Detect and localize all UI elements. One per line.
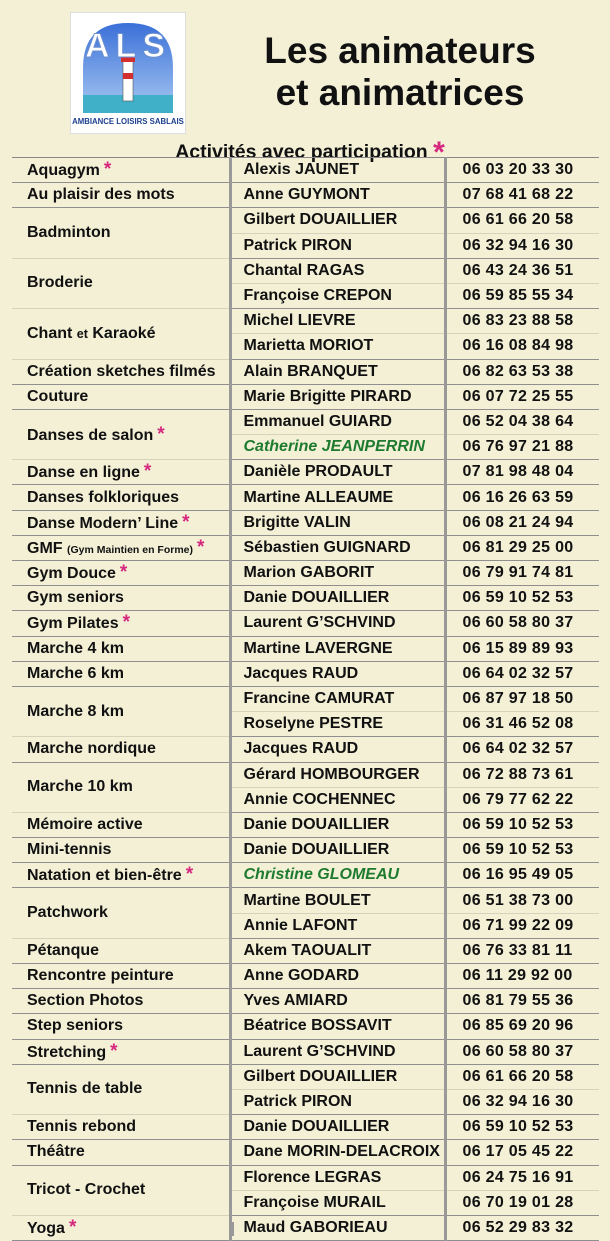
activities-table bbox=[12, 157, 599, 1241]
phone-number: 06 59 10 52 53 bbox=[445, 586, 599, 611]
phone-number: 06 59 10 52 53 bbox=[445, 838, 599, 863]
animator-name: Marie Brigitte PIRARD bbox=[230, 384, 445, 409]
table-row bbox=[12, 359, 599, 384]
table-row bbox=[12, 838, 599, 863]
table-row bbox=[12, 384, 599, 409]
table-row bbox=[12, 409, 599, 434]
animator-name: Yves AMIARD bbox=[230, 989, 445, 1014]
table-row bbox=[12, 938, 599, 963]
animator-name: Marion GABORIT bbox=[230, 561, 445, 586]
activity-label: Marche 4 km bbox=[27, 639, 124, 657]
phone-number: 06 79 91 74 81 bbox=[445, 561, 599, 586]
animator-name: Martine ALLEAUME bbox=[230, 485, 445, 510]
activity-label: Gym Douce bbox=[27, 565, 116, 583]
activity-cell bbox=[12, 460, 230, 485]
animator-name: Jacques RAUD bbox=[230, 737, 445, 762]
phone-number: 06 72 88 73 61 bbox=[445, 762, 599, 787]
page-title bbox=[220, 30, 580, 114]
phone-number: 06 71 99 22 09 bbox=[445, 913, 599, 938]
activity-label: Tennis de table bbox=[27, 1080, 143, 1098]
phone-number: 06 08 21 24 94 bbox=[445, 510, 599, 535]
phone-number: 06 16 95 49 05 bbox=[445, 863, 599, 888]
table-row bbox=[12, 535, 599, 560]
animator-name: Béatrice BOSSAVIT bbox=[230, 1014, 445, 1039]
column-divider bbox=[444, 1222, 447, 1236]
activity-label: GMF bbox=[27, 539, 63, 557]
activity-label: Rencontre peinture bbox=[27, 967, 174, 985]
animator-name: Christine GLOMEAU bbox=[230, 863, 445, 888]
phone-number: 06 70 19 01 28 bbox=[445, 1190, 599, 1215]
activity-label: Marche 8 km bbox=[27, 702, 124, 720]
activity-label-rest: Karaoké bbox=[92, 324, 156, 342]
activity-label: Tennis rebond bbox=[27, 1118, 137, 1136]
activity-label: Danse Modern’ Line bbox=[27, 514, 179, 532]
phone-number: 06 32 94 16 30 bbox=[445, 1089, 599, 1114]
activity-cell bbox=[12, 409, 230, 459]
activity-label: Pétanque bbox=[27, 941, 100, 959]
animator-name: Danie DOUAILLIER bbox=[230, 838, 445, 863]
column-divider bbox=[231, 1222, 234, 1236]
activity-label: Marche 10 km bbox=[27, 778, 133, 796]
table-row bbox=[12, 762, 599, 787]
animator-name: Martine LAVERGNE bbox=[230, 636, 445, 661]
activity-label: Gym seniors bbox=[27, 589, 124, 607]
table-row bbox=[12, 586, 599, 611]
activity-cell bbox=[12, 938, 230, 963]
animator-name: Francine CAMURAT bbox=[230, 686, 445, 711]
animator-name: Laurent G’SCHVIND bbox=[230, 611, 445, 636]
activity-cell bbox=[12, 1140, 230, 1165]
table-row bbox=[12, 1014, 599, 1039]
activity-cell bbox=[12, 1014, 230, 1039]
table-row bbox=[12, 510, 599, 535]
animator-name: Anne GUYMONT bbox=[230, 183, 445, 208]
phone-number: 06 79 77 62 22 bbox=[445, 787, 599, 812]
phone-number: 06 16 26 63 59 bbox=[445, 485, 599, 510]
table-row bbox=[12, 485, 599, 510]
table-row bbox=[12, 812, 599, 837]
asterisk-icon: * bbox=[119, 562, 128, 584]
activity-cell bbox=[12, 561, 230, 586]
activity-cell bbox=[12, 258, 230, 308]
phone-number: 06 60 58 80 37 bbox=[445, 611, 599, 636]
table-row bbox=[12, 208, 599, 233]
table-row bbox=[12, 258, 599, 283]
logo-letters: ALS bbox=[85, 27, 171, 65]
phone-number: 06 60 58 80 37 bbox=[445, 1039, 599, 1064]
animator-name: Michel LIEVRE bbox=[230, 309, 445, 334]
animator-name: Marietta MORIOT bbox=[230, 334, 445, 359]
activity-cell bbox=[12, 586, 230, 611]
activity-label: Marche nordique bbox=[27, 740, 156, 758]
activity-label: Aquagym bbox=[27, 162, 100, 180]
activity-label: Badminton bbox=[27, 224, 111, 242]
phone-number: 06 59 10 52 53 bbox=[445, 812, 599, 837]
table-row bbox=[12, 1215, 599, 1240]
asterisk-icon: * bbox=[103, 159, 112, 181]
table-row bbox=[12, 1165, 599, 1190]
activity-cell bbox=[12, 1115, 230, 1140]
activity-cell bbox=[12, 1165, 230, 1215]
table-row bbox=[12, 964, 599, 989]
phone-number: 06 52 29 83 32 bbox=[445, 1215, 599, 1240]
title-line-2: et animatrices bbox=[275, 72, 525, 113]
animator-name: Danie DOUAILLIER bbox=[230, 1115, 445, 1140]
phone-number: 06 59 85 55 34 bbox=[445, 283, 599, 308]
activity-label: Yoga bbox=[27, 1219, 65, 1237]
activity-label: Natation et bien-être bbox=[27, 867, 182, 885]
table-row bbox=[12, 863, 599, 888]
table-row bbox=[12, 611, 599, 636]
phone-number: 06 24 75 16 91 bbox=[445, 1165, 599, 1190]
animator-name: Dane MORIN-DELACROIX bbox=[230, 1140, 445, 1165]
activity-cell bbox=[12, 158, 230, 183]
animator-name: Françoise MURAIL bbox=[230, 1190, 445, 1215]
phone-number: 06 51 38 73 00 bbox=[445, 888, 599, 913]
table-row bbox=[12, 1039, 599, 1064]
activity-cell bbox=[12, 1064, 230, 1114]
activity-cell bbox=[12, 863, 230, 888]
animator-name: Catherine JEANPERRIN bbox=[230, 435, 445, 460]
table-row bbox=[12, 183, 599, 208]
activity-cell bbox=[12, 888, 230, 938]
animator-name: Chantal RAGAS bbox=[230, 258, 445, 283]
activity-cell bbox=[12, 183, 230, 208]
animator-name: Roselyne PESTRE bbox=[230, 712, 445, 737]
phone-number: 06 11 29 92 00 bbox=[445, 964, 599, 989]
phone-number: 06 64 02 32 57 bbox=[445, 661, 599, 686]
phone-number: 06 83 23 88 58 bbox=[445, 309, 599, 334]
phone-number: 06 17 05 45 22 bbox=[445, 1140, 599, 1165]
animator-name: Martine BOULET bbox=[230, 888, 445, 913]
asterisk-icon: * bbox=[122, 612, 131, 634]
activity-label: Danse en ligne bbox=[27, 464, 140, 482]
phone-number: 06 32 94 16 30 bbox=[445, 233, 599, 258]
activity-cell bbox=[12, 510, 230, 535]
asterisk-icon: * bbox=[68, 1216, 77, 1238]
asterisk-icon: * bbox=[110, 1040, 118, 1062]
phone-number: 06 59 10 52 53 bbox=[445, 1115, 599, 1140]
table-row bbox=[12, 561, 599, 586]
phone-number: 06 31 46 52 08 bbox=[445, 712, 599, 737]
asterisk-icon: * bbox=[143, 461, 152, 483]
activity-cell bbox=[12, 1215, 230, 1240]
asterisk-icon: * bbox=[185, 864, 194, 886]
activity-label: Couture bbox=[27, 387, 89, 405]
animator-name: Anne GODARD bbox=[230, 964, 445, 989]
activity-cell bbox=[12, 737, 230, 762]
asterisk-icon: * bbox=[197, 536, 205, 558]
activity-cell bbox=[12, 989, 230, 1014]
activity-label: Step seniors bbox=[27, 1017, 124, 1035]
activity-label: Mini-tennis bbox=[27, 841, 112, 859]
animator-name: Jacques RAUD bbox=[230, 661, 445, 686]
animator-name: Annie LAFONT bbox=[230, 913, 445, 938]
activity-cell bbox=[12, 208, 230, 258]
animator-name: Annie COCHENNEC bbox=[230, 787, 445, 812]
asterisk-icon: * bbox=[433, 136, 445, 169]
activity-cell bbox=[12, 812, 230, 837]
table-row bbox=[12, 686, 599, 711]
activity-label: Section Photos bbox=[27, 992, 144, 1010]
phone-number: 06 85 69 20 96 bbox=[445, 1014, 599, 1039]
animator-name: Laurent G’SCHVIND bbox=[230, 1039, 445, 1064]
activity-cell bbox=[12, 485, 230, 510]
animator-name: Gilbert DOUAILLIER bbox=[230, 208, 445, 233]
activity-cell bbox=[12, 762, 230, 812]
activity-cell bbox=[12, 1039, 230, 1064]
animator-name: Patrick PIRON bbox=[230, 1089, 445, 1114]
activity-label: Mémoire active bbox=[27, 815, 143, 833]
table-row bbox=[12, 636, 599, 661]
phone-number: 06 82 63 53 38 bbox=[445, 359, 599, 384]
phone-number: 06 76 97 21 88 bbox=[445, 435, 599, 460]
table-row bbox=[12, 1140, 599, 1165]
asterisk-icon: * bbox=[182, 511, 190, 533]
table-row bbox=[12, 1064, 599, 1089]
phone-number: 07 68 41 68 22 bbox=[445, 183, 599, 208]
asterisk-icon: * bbox=[157, 423, 165, 445]
phone-number: 06 07 72 25 55 bbox=[445, 384, 599, 409]
table-row bbox=[12, 158, 599, 183]
animator-name: Akem TAOUALIT bbox=[230, 938, 445, 963]
activity-label: Gym Pilates bbox=[27, 615, 119, 633]
activity-note: (Gym Maintien en Forme) bbox=[67, 543, 194, 556]
activity-cell bbox=[12, 964, 230, 989]
activity-label: Danses de salon bbox=[27, 426, 154, 444]
phone-number: 06 64 02 32 57 bbox=[445, 737, 599, 762]
logo-caption: AMBIANCE LOISIRS SABLAIS bbox=[72, 117, 184, 126]
activity-label: Chant bbox=[27, 324, 73, 342]
phone-number: 06 81 29 25 00 bbox=[445, 535, 599, 560]
animator-name: Françoise CREPON bbox=[230, 283, 445, 308]
animator-name: Brigitte VALIN bbox=[230, 510, 445, 535]
table-row bbox=[12, 989, 599, 1014]
phone-number: 06 43 24 36 51 bbox=[445, 258, 599, 283]
animator-name: Sébastien GUIGNARD bbox=[230, 535, 445, 560]
activity-cell bbox=[12, 636, 230, 661]
animator-name: Danie DOUAILLIER bbox=[230, 812, 445, 837]
activity-label: Création sketches filmés bbox=[27, 362, 216, 380]
title-line-1: Les animateurs bbox=[264, 30, 536, 71]
activity-label: Marche 6 km bbox=[27, 664, 124, 682]
activity-label: Tricot - Crochet bbox=[27, 1181, 146, 1199]
phone-number: 06 52 04 38 64 bbox=[445, 409, 599, 434]
activity-label: Patchwork bbox=[27, 904, 108, 922]
table-row bbox=[12, 737, 599, 762]
phone-number: 07 81 98 48 04 bbox=[445, 460, 599, 485]
activity-label: Broderie bbox=[27, 274, 93, 292]
activity-cell bbox=[12, 384, 230, 409]
animator-name: Danièle PRODAULT bbox=[230, 460, 445, 485]
phone-number: 06 76 33 81 11 bbox=[445, 938, 599, 963]
activity-cell bbox=[12, 838, 230, 863]
phone-number: 06 15 89 89 93 bbox=[445, 636, 599, 661]
phone-number: 06 61 66 20 58 bbox=[445, 1064, 599, 1089]
animator-name: Emmanuel GUIARD bbox=[230, 409, 445, 434]
phone-number: 06 61 66 20 58 bbox=[445, 208, 599, 233]
animator-name: Gilbert DOUAILLIER bbox=[230, 1064, 445, 1089]
activity-cell bbox=[12, 359, 230, 384]
activity-label: Stretching bbox=[27, 1043, 107, 1061]
activity-cell bbox=[12, 661, 230, 686]
phone-number: 06 03 20 33 30 bbox=[445, 158, 599, 183]
activity-label: Au plaisir des mots bbox=[27, 186, 175, 204]
phone-number: 06 81 79 55 36 bbox=[445, 989, 599, 1014]
animator-name: Alain BRANQUET bbox=[230, 359, 445, 384]
activity-label: Théâtre bbox=[27, 1143, 85, 1161]
phone-number: 06 16 08 84 98 bbox=[445, 334, 599, 359]
activity-cell bbox=[12, 535, 230, 560]
activity-cell bbox=[12, 611, 230, 636]
activity-cell bbox=[12, 309, 230, 359]
table-row bbox=[12, 661, 599, 686]
animator-name: Danie DOUAILLIER bbox=[230, 586, 445, 611]
activity-label: Danses folkloriques bbox=[27, 488, 180, 506]
phone-number: 06 87 97 18 50 bbox=[445, 686, 599, 711]
activity-note: et bbox=[76, 326, 88, 341]
animator-name: Patrick PIRON bbox=[230, 233, 445, 258]
als-logo bbox=[70, 12, 186, 134]
animator-name: Florence LEGRAS bbox=[230, 1165, 445, 1190]
activity-cell bbox=[12, 686, 230, 736]
animator-name: Alexis JAUNET bbox=[230, 158, 445, 183]
animator-name: Maud GABORIEAU bbox=[230, 1215, 445, 1240]
table-row bbox=[12, 1115, 599, 1140]
subtitle-text: Activités avec participation bbox=[175, 141, 428, 163]
table-row bbox=[12, 309, 599, 334]
table-row bbox=[12, 460, 599, 485]
table-row bbox=[12, 888, 599, 913]
animator-name: Gérard HOMBOURGER bbox=[230, 762, 445, 787]
